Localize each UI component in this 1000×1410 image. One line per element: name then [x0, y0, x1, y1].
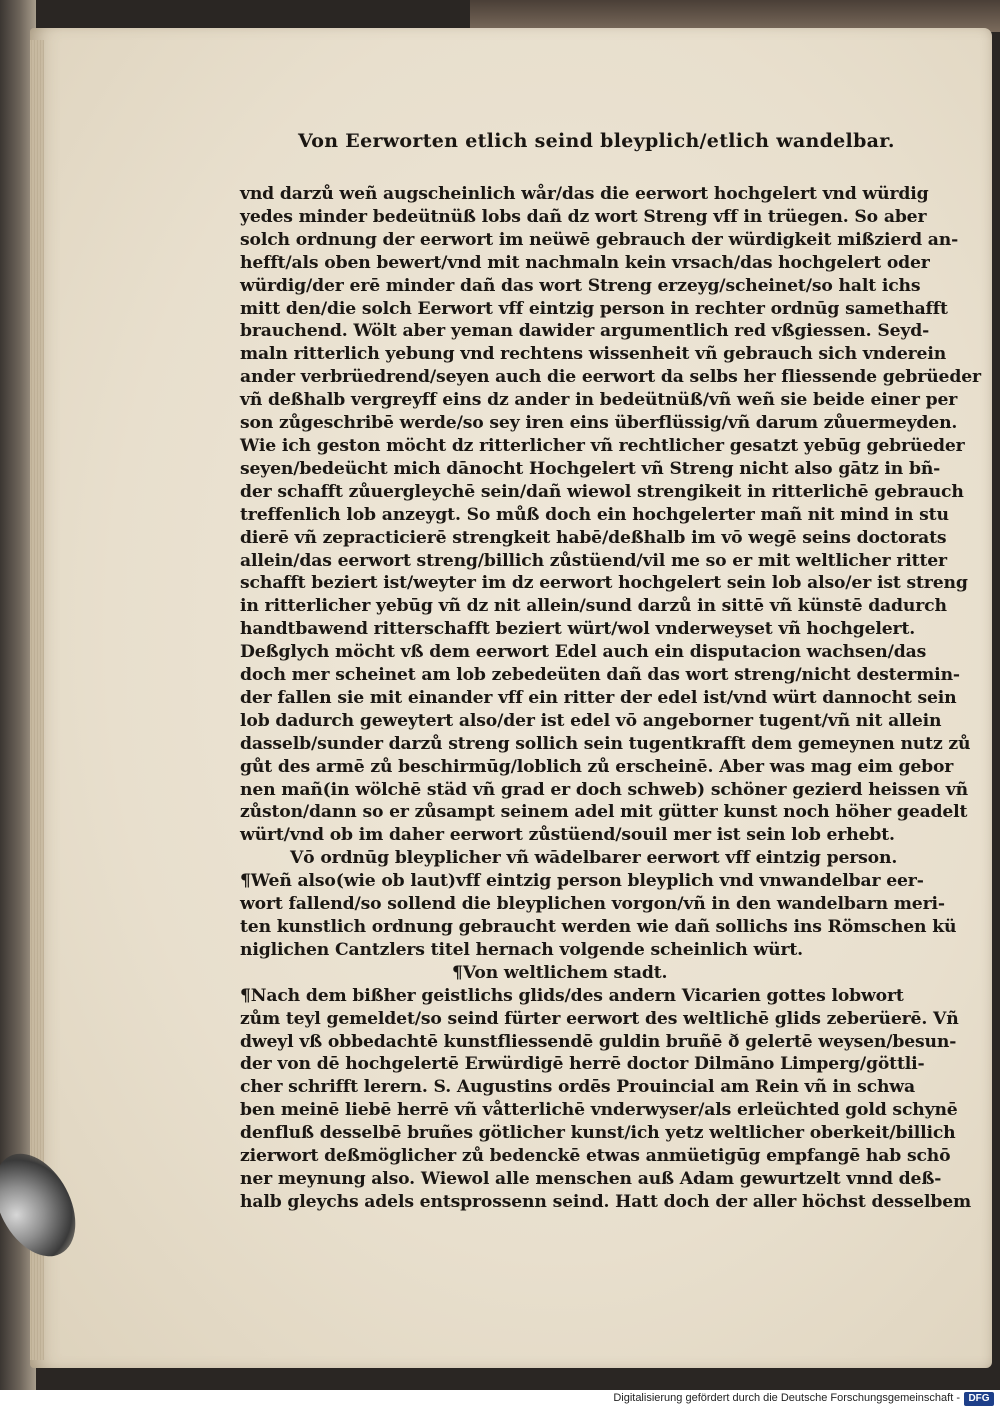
text-line: schafft beziert ist/weyter im dz eerwort hochgelert sein lob also/er ist streng [240, 573, 968, 594]
text-line: der fallen sie mit einander vff ein ritter der edel ist/vnd würt dannocht sein [240, 687, 957, 708]
text-line: Deßglych möcht vß dem eerwort Edel auch ein disputacion wachsen/das [240, 642, 927, 663]
footer-credit: Digitalisierung gefördert durch die Deutsche Forschungsgemeinschaft - [613, 1392, 960, 1404]
text-line: dasselb/sunder darzů streng sollich sein tugentkrafft dem gemeynen nutz zů [240, 733, 971, 754]
running-header: Von Eerworten etlich seind bleyplich/etlich wandelbar. [298, 130, 895, 152]
paragraph-3 [240, 985, 972, 1214]
text-line: dweyl vß obbedachtē kunstfliessendē guldin bruñē ð gelertē weysen/besun- [240, 1031, 957, 1052]
text-line: vnd darzů weñ augscheinlich wår/das die eerwort hochgelert vnd würdig [240, 184, 929, 204]
footer-bar [0, 1390, 1000, 1410]
text-line: niglichen Cantzlers titel hernach volgende scheinlich würt. [240, 939, 803, 960]
text-line: solch ordnung der eerwort im neüwē gebrauch der würdigkeit mißzierd an- [240, 229, 959, 250]
text-line: in ritterlicher yebūg vñ dz nit allein/sund darzů in sittē vñ künstē dadurch [240, 596, 947, 617]
text-line: yedes minder bedeütnüß lobs dañ dz wort Streng vff in trüegen. So aber [240, 206, 927, 227]
paragraph-1 [240, 183, 981, 847]
text-line: ¶Nach dem bißher geistlichs glids/des andern Vicarien gottes lobwort [240, 985, 904, 1006]
text-line: lob dadurch geweytert also/der ist edel vō angeborner tugent/vñ nit allein [240, 710, 942, 731]
section-heading-weltlich: ¶Von weltlichem stadt. [452, 962, 668, 983]
text-line: nen mañ(in wölchē städ vñ grad er doch schweb) schöner gezierd heissen vñ [240, 779, 968, 800]
text-line: maln ritterlich yebung vnd rechtens wissenheit vñ gebrauch sich vnderein [240, 344, 947, 365]
text-line: zůston/dann so er zůsampt seinem adel mit gütter kunst noch höher geadelt [240, 802, 968, 823]
text-line: hefft/als oben bewert/vnd mit nachmaln kein vrsach/das hochgelert oder [240, 252, 930, 273]
text-line: seyen/bedeücht mich dānocht Hochgelert vñ Streng nicht also gātz in bñ- [240, 458, 941, 479]
text-line: würt/vnd ob im daher eerwort zůstüend/souil mer ist sein lob erhebt. [240, 825, 895, 846]
text-line: halb gleychs adels entsprossenn seind. Hatt doch der aller höchst desselbem [240, 1191, 972, 1212]
text-line: handtbawend ritterschafft beziert würt/wol vnderweyset vñ hochgelert. [240, 619, 916, 640]
body-text [240, 183, 981, 1214]
text-line: treffenlich lob anzeygt. So můß doch ein hochgelerter mañ nit mind in stu [240, 504, 949, 525]
text-line: mitt den/die solch Eerwort vff eintzig person in rechter ordnūg samethafft [240, 298, 948, 319]
dfg-logo: DFG [964, 1392, 994, 1406]
text-line: Wie ich geston möcht dz ritterlicher vñ rechtlicher gesatzt yebūg gebrüeder [240, 435, 965, 456]
text-line: der von dē hochgelertē Erwürdigē herrē doctor Dilmāno Limperg/göttli- [240, 1054, 925, 1075]
text-line: ben meinē liebē herrē vñ våtterlichē vnderwyser/als erleüchted gold schynē [240, 1100, 958, 1121]
text-line: cher schrifft lerern. S. Augustins ordēs Prouincial am Rein vñ in schwa [240, 1077, 915, 1098]
text-line: der schafft zůuergleychē sein/dañ wiewol strengikeit in ritterlichē gebrauch [240, 481, 964, 502]
text-line: ner meynung also. Wiewol alle menschen auß Adam gewurtzelt vnnd deß- [240, 1168, 942, 1189]
text-line: ander verbrüedrend/seyen auch die eerwort da selbs her fliessende gebrüeder [240, 367, 981, 388]
text-line: dierē vñ zepracticierē strengkeit habē/deßhalb im vō wegē seins doctorats [240, 527, 947, 548]
text-line: würdig/der erē minder dañ das wort Streng erzeyg/scheinet/so halt ichs [240, 275, 921, 296]
text-line: wort fallend/so sollend die bleyplichen vorgon/vñ in den wandelbarn meri- [240, 894, 945, 915]
section-heading-ordnung: Vō ordnūg bleyplicher vñ wādelbarer eerwort vff eintzig person. [290, 848, 898, 869]
text-line: allein/das eerwort streng/billich zůstüend/vil me so er mit weltlicher ritter [240, 550, 947, 571]
text-line: son zůgeschribē werde/so sey iren eins überflüssig/vñ darum zůuermeyden. [240, 413, 958, 434]
text-line: brauchend. Wölt aber yeman dawider argumentlich red vßgiessen. Seyd- [240, 321, 930, 342]
text-line: gůt des armē zů beschirmūg/loblich zů erscheinē. Aber was mag eim gebor [240, 756, 954, 777]
paragraph-2 [240, 870, 957, 962]
text-line: ten kunstlich ordnung gebraucht werden wie dañ sollichs ins Römschen kü [240, 917, 957, 937]
text-line: zům teyl gemeldet/so seind fürter eerwort des weltlichē glids zeberüerē. Vñ [240, 1008, 959, 1029]
text-line: ¶Weñ also(wie ob laut)vff eintzig person bleyplich vnd vnwandelbar eer- [240, 871, 924, 892]
text-line: denfluß desselbē bruñes götlicher kunst/ich yetz weltlicher oberkeit/billich [240, 1123, 956, 1144]
text-line: zierwort deßmöglicher zů bedenckē etwas anmüetigūg empfangē hab schō [240, 1146, 951, 1167]
text-line: vñ deßhalb vergreyff eins dz ander in bedeütnüß/vñ weñ sie beide einer per [240, 390, 958, 411]
text-line: doch mer scheinet am lob zebedeüten dañ das wort streng/nicht destermin- [240, 665, 960, 686]
